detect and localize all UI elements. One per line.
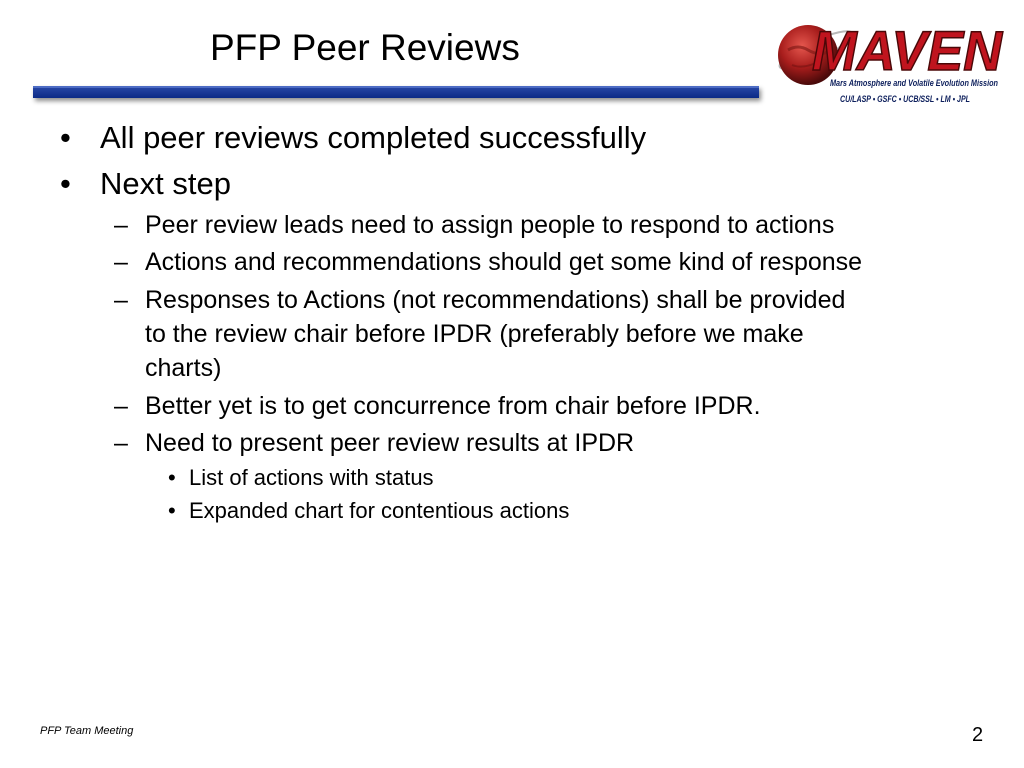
page-number: 2 bbox=[972, 724, 984, 746]
bullet-marker-small: • bbox=[168, 498, 176, 523]
logo-tagline: Mars Atmosphere and Volatile Evolution Mission bbox=[830, 78, 999, 88]
logo-partners: CU/LASP • GSFC • UCB/SSL • LM • JPL bbox=[840, 94, 970, 104]
maven-logo bbox=[770, 10, 1010, 110]
sub-bullet-text: Better yet is to get concurrence from chair before IPDR. bbox=[145, 392, 761, 420]
dash-marker: – bbox=[114, 248, 128, 276]
bullet-marker: • bbox=[60, 120, 71, 155]
title-underline-bar bbox=[33, 86, 759, 98]
bullet-marker: • bbox=[60, 166, 71, 201]
sub-bullet-text: Peer review leads need to assign people to respond to actions bbox=[145, 211, 835, 239]
slide-title: PFP Peer Reviews bbox=[210, 27, 520, 68]
bullet-marker-small: • bbox=[168, 465, 176, 490]
sub-sub-bullet-text: List of actions with status bbox=[189, 465, 434, 490]
sub-bullet-text: Responses to Actions (not recommendations) shall be provided bbox=[145, 286, 846, 314]
dash-marker: – bbox=[114, 429, 128, 457]
title-bar-highlight bbox=[33, 86, 759, 88]
sub-bullet-text: Need to present peer review results at IPDR bbox=[145, 429, 635, 457]
footer-meeting-name: PFP Team Meeting bbox=[40, 725, 134, 737]
bullet-text: All peer reviews completed successfully bbox=[100, 120, 647, 155]
sub-bullet-text: Actions and recommendations should get some kind of response bbox=[145, 248, 863, 276]
dash-marker: – bbox=[114, 392, 128, 420]
dash-marker: – bbox=[114, 211, 128, 239]
sub-bullet-text-continued: charts) bbox=[145, 354, 222, 382]
logo-wordmark: MAVEN bbox=[812, 19, 1004, 82]
sub-sub-bullet-text: Expanded chart for contentious actions bbox=[189, 498, 570, 523]
bullet-text: Next step bbox=[100, 166, 231, 201]
dash-marker: – bbox=[114, 286, 128, 314]
sub-bullet-text-continued: to the review chair before IPDR (preferably before we make bbox=[145, 320, 804, 348]
